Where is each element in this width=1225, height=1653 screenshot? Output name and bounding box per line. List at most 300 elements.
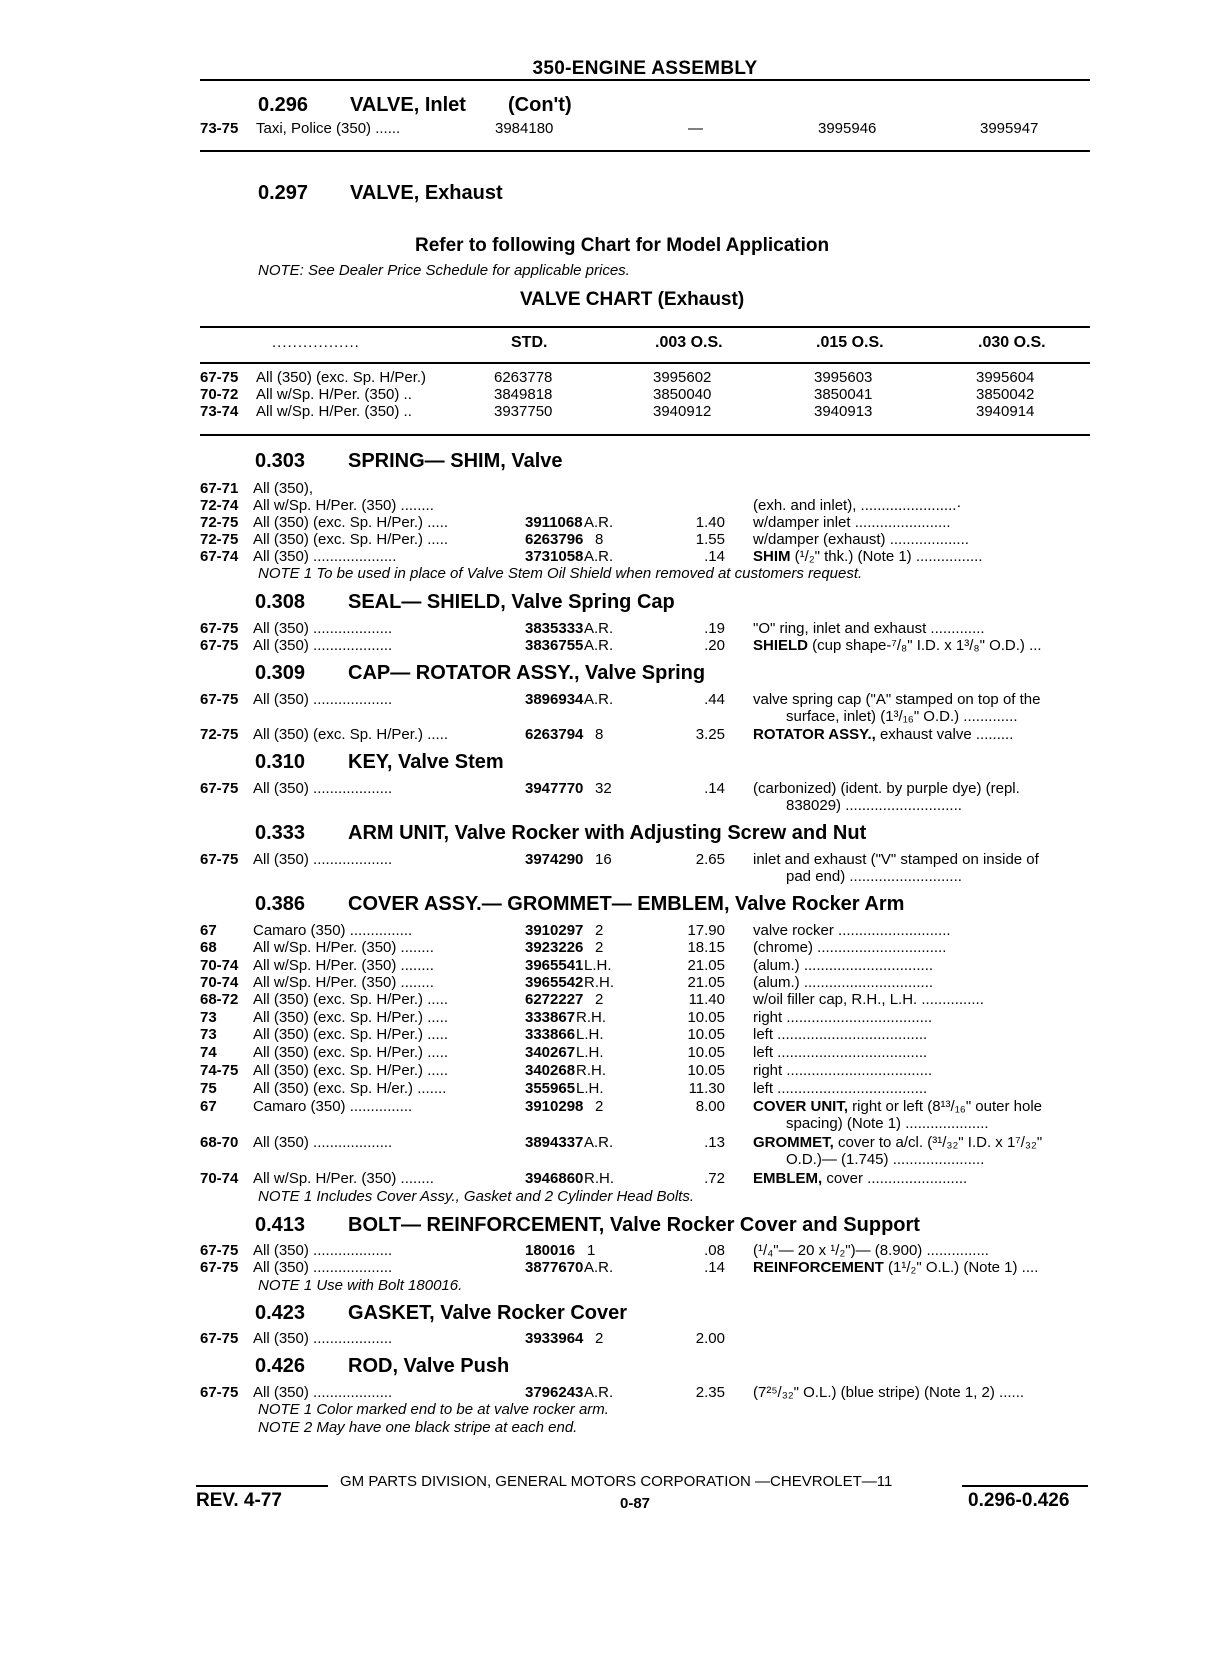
part-number: 3910297 <box>525 922 584 939</box>
page-number: 0-87 <box>620 1495 651 1512</box>
table-row <box>200 1062 1155 1080</box>
year-range: 67-75 <box>200 1384 239 1401</box>
note-text: cover ........................ <box>822 1170 968 1187</box>
table-row <box>200 780 1155 814</box>
std-part-number: 3849818 <box>494 386 553 403</box>
section-rule <box>200 150 1090 152</box>
note-text: w/damper inlet ....................... <box>753 514 951 531</box>
os030-part-number: 3850042 <box>976 386 1035 403</box>
part-number: 3731058 <box>525 548 584 565</box>
price: 10.05 <box>687 1062 725 1079</box>
year-range: 72-75 <box>200 726 239 743</box>
part-note <box>753 939 946 957</box>
header-rule <box>200 79 1090 81</box>
price: .14 <box>704 548 725 565</box>
footnote: NOTE 1 Color marked end to be at valve rocker arm. <box>258 1401 609 1418</box>
quantity: 2 <box>595 1330 604 1347</box>
quantity: R.H. <box>576 1009 606 1026</box>
part-note <box>753 974 933 992</box>
quantity: A.R. <box>584 637 614 654</box>
part-note <box>753 991 984 1009</box>
model-desc: Camaro (350) ............... <box>253 922 413 939</box>
part-note-continued: O.D.)— (1.745) ...................... <box>786 1151 985 1168</box>
price: 11.30 <box>688 1080 725 1097</box>
note-text: cover to a/cl. (³¹/₃₂" I.D. x 1⁷/₃₂" <box>833 1134 1043 1151</box>
table-row <box>200 1098 1155 1132</box>
part-number: 3933964 <box>525 1330 584 1347</box>
note-text: (alum.) ............................... <box>753 974 934 991</box>
part-number: 3894337 <box>525 1134 584 1151</box>
section-title-297: VALVE, Exhaust <box>350 182 503 204</box>
footnote: NOTE 1 Includes Cover Assy., Gasket and 2 Cylinder Head Bolts. <box>258 1188 695 1205</box>
os030-part-number: 3995604 <box>976 369 1035 386</box>
year-range: 74 <box>200 1044 217 1061</box>
section-number-296: 0.296 <box>258 94 309 116</box>
footer-rule-right <box>962 1485 1088 1487</box>
quantity: 8 <box>595 726 604 743</box>
year-range: 67-74 <box>200 548 239 565</box>
price: 21.05 <box>687 974 725 991</box>
quantity: A.R. <box>584 620 614 637</box>
year-range: 67-71 <box>200 480 239 497</box>
model-desc: All (350) ................... <box>253 1259 393 1276</box>
year-range: 67-75 <box>200 1330 239 1347</box>
part-number: 180016 <box>525 1242 576 1259</box>
note-text: w/damper (exhaust) ................... <box>753 531 969 548</box>
note-text: valve spring cap ("A" stamped on top of the <box>753 691 1041 708</box>
part-note <box>753 497 961 515</box>
part-number: 3995946 <box>818 120 877 137</box>
table-row <box>200 1009 1155 1027</box>
revision: REV. 4-77 <box>196 1490 282 1511</box>
note-text: (carbonized) (ident. by purple dye) (repl. <box>753 780 1020 797</box>
price: .72 <box>704 1170 725 1187</box>
table-row <box>200 1026 1155 1044</box>
section-title: ARM UNIT, Valve Rocker with Adjusting Screw and Nut <box>348 822 867 844</box>
year-range: 67-75 <box>200 1259 239 1276</box>
os003-part-number: 3850040 <box>653 386 712 403</box>
model-desc: All w/Sp. H/Per. (350) ........ <box>253 1170 434 1187</box>
chart-header-rule <box>200 362 1090 364</box>
price-note: NOTE: See Dealer Price Schedule for applicable prices. <box>258 262 630 279</box>
table-row <box>200 851 1155 885</box>
part-number: 3965542 <box>525 974 584 991</box>
section-number: 0.303 <box>255 450 306 472</box>
chart-title: VALVE CHART (Exhaust) <box>520 289 745 310</box>
section-number: 0.333 <box>255 822 306 844</box>
std-part-number: 3937750 <box>494 403 553 420</box>
footer-corporation: GM PARTS DIVISION, GENERAL MOTORS CORPORATION —CHEVROLET—11 <box>340 1473 893 1490</box>
year-range: 68-70 <box>200 1134 239 1151</box>
part-number: 6263794 <box>525 726 584 743</box>
model-desc: All (350) .................... <box>253 548 397 565</box>
col-header-std: STD. <box>511 334 548 351</box>
price: 18.15 <box>687 939 725 956</box>
quantity: 16 <box>595 851 612 868</box>
table-row <box>200 939 1155 957</box>
price: .14 <box>704 1259 725 1276</box>
section-number: 0.426 <box>255 1355 306 1377</box>
note-text: w/oil filler cap, R.H., L.H. ............... <box>753 991 984 1008</box>
model-desc: All (350) ................... <box>253 1384 393 1401</box>
model-desc: All w/Sp. H/Per. (350) ........ <box>253 957 434 974</box>
model-desc: All (350) ................... <box>253 1242 393 1259</box>
section-number: 0.309 <box>255 662 306 684</box>
part-note <box>753 1134 1042 1152</box>
quantity: R.H. <box>584 974 614 991</box>
part-note <box>753 637 1042 655</box>
model-desc: All (350) (exc. Sp. H/er.) ....... <box>253 1080 447 1097</box>
section-title: KEY, Valve Stem <box>348 751 504 773</box>
table-row <box>200 691 1155 725</box>
year-range: 70-74 <box>200 1170 239 1187</box>
os030-part-number: 3940914 <box>976 403 1035 420</box>
part-number: 355965 <box>525 1080 576 1097</box>
price: .14 <box>704 780 725 797</box>
quantity: 32 <box>595 780 612 797</box>
footnote: NOTE 2 May have one black stripe at each end. <box>258 1419 578 1436</box>
quantity: L.H. <box>576 1044 604 1061</box>
year-range: 67-75 <box>200 1242 239 1259</box>
chart-refer-heading: Refer to following Chart for Model Application <box>415 235 830 256</box>
year-range: 68 <box>200 939 217 956</box>
os015-part-number: 3940913 <box>814 403 873 420</box>
chart-row <box>200 403 1155 420</box>
year-range: 73-75 <box>200 120 239 137</box>
price: 11.40 <box>688 991 725 1008</box>
table-row <box>200 531 1155 549</box>
price: 2.00 <box>695 1330 725 1347</box>
model-desc: All (350) (exc. Sp. H/Per.) ..... <box>253 991 449 1008</box>
part-number: 3923226 <box>525 939 584 956</box>
table-row <box>200 957 1155 975</box>
os015-part-number: 3995603 <box>814 369 873 386</box>
note-text: (exh. and inlet), .......................· <box>753 497 962 514</box>
section-title: BOLT— REINFORCEMENT, Valve Rocker Cover and Support <box>348 1214 920 1236</box>
note-keyword: SHIELD <box>753 637 809 654</box>
part-note <box>753 1384 1024 1402</box>
note-text: (cup shape-⁷/₈" I.D. x 1³/₈" O.D.) ... <box>808 637 1042 654</box>
year-range: 70-72 <box>200 386 239 403</box>
section-title: ROD, Valve Push <box>348 1355 510 1377</box>
chart-row <box>200 386 1155 403</box>
price: 2.65 <box>695 851 725 868</box>
quantity: A.R. <box>584 514 614 531</box>
quantity: 1 <box>587 1242 596 1259</box>
chart-top-rule <box>200 326 1090 328</box>
year-range: 67-75 <box>200 620 239 637</box>
price: 2.35 <box>695 1384 725 1401</box>
part-number: 3910298 <box>525 1098 584 1115</box>
part-note-continued: 838029) ............................ <box>786 797 962 814</box>
quantity: 2 <box>595 991 604 1008</box>
os015-part-number: 3850041 <box>814 386 873 403</box>
year-range: 72-75 <box>200 514 239 531</box>
part-number: 3995947 <box>980 120 1039 137</box>
table-row <box>200 1134 1155 1168</box>
page-title: 350-ENGINE ASSEMBLY <box>532 58 758 79</box>
model-desc: All (350) (exc. Sp. H/Per.) ..... <box>253 726 449 743</box>
note-text: (¹/₄"— 20 x ¹/₂")— (8.900) ............... <box>753 1242 989 1259</box>
quantity: L.H. <box>576 1080 604 1097</box>
model-desc: All w/Sp. H/Per. (350) .. <box>256 403 412 420</box>
year-range: 67-75 <box>200 369 239 386</box>
part-note <box>753 780 1020 798</box>
model-desc: Taxi, Police (350) ...... <box>256 120 401 137</box>
part-number: 3911068 <box>525 514 583 531</box>
std-part-number: 6263778 <box>494 369 553 386</box>
year-range: 70-74 <box>200 974 239 991</box>
note-text: "O" ring, inlet and exhaust ............. <box>753 620 985 637</box>
year-range: 67 <box>200 922 217 939</box>
year-range: 67 <box>200 1098 217 1115</box>
quantity: R.H. <box>576 1062 606 1079</box>
part-note-continued: surface, inlet) (1³/₁₆" O.D.) ............. <box>786 708 1018 725</box>
table-row <box>200 974 1155 992</box>
year-range: 72-74 <box>200 497 239 514</box>
part-note <box>753 1044 927 1062</box>
quantity: A.R. <box>584 1384 614 1401</box>
note-text: left .................................... <box>753 1044 928 1061</box>
section-title: SPRING— SHIM, Valve <box>348 450 563 472</box>
os003-part-number: 3995602 <box>653 369 712 386</box>
year-range: 70-74 <box>200 957 239 974</box>
model-desc: All (350) (exc. Sp. H/Per.) <box>256 369 427 386</box>
part-note-continued: spacing) (Note 1) .................... <box>786 1115 989 1132</box>
note-text: (1¹/₂" O.L.) (Note 1) .... <box>883 1259 1039 1276</box>
table-row <box>200 120 1155 138</box>
section-number-297: 0.297 <box>258 182 309 204</box>
note-text: (chrome) ............................... <box>753 939 947 956</box>
part-note <box>753 1026 927 1044</box>
part-number: 3974290 <box>525 851 584 868</box>
col-header-015: .015 O.S. <box>816 334 884 351</box>
part-note <box>753 514 951 532</box>
part-number: — <box>688 120 703 137</box>
note-text: (¹/₂" thk.) (Note 1) ................ <box>790 548 983 565</box>
part-note <box>753 922 951 940</box>
part-note <box>753 851 1039 869</box>
part-note <box>753 1170 967 1188</box>
col-header-003: .003 O.S. <box>655 334 723 351</box>
table-row <box>200 922 1155 940</box>
table-row <box>200 1259 1155 1277</box>
price: 3.25 <box>695 726 725 743</box>
quantity: R.H. <box>584 1170 614 1187</box>
year-range: 67-75 <box>200 851 239 868</box>
part-note <box>753 691 1040 709</box>
footnote: NOTE 1 To be used in place of Valve Stem Oil Shield when removed at customers request. <box>258 565 863 582</box>
table-row <box>200 1384 1155 1402</box>
table-row <box>200 1242 1155 1260</box>
year-range: 67-75 <box>200 637 239 654</box>
quantity: 2 <box>595 939 604 956</box>
table-row <box>200 620 1155 638</box>
note-keyword: REINFORCEMENT <box>753 1259 884 1276</box>
section-title: CAP— ROTATOR ASSY., Valve Spring <box>348 662 706 684</box>
price: 1.40 <box>695 514 725 531</box>
part-number: 6272227 <box>525 991 584 1008</box>
model-desc: All (350) ................... <box>253 780 393 797</box>
price: .20 <box>704 637 725 654</box>
quantity: L.H. <box>576 1026 604 1043</box>
price: 17.90 <box>687 922 725 939</box>
table-row <box>200 480 1155 498</box>
note-text: left .................................... <box>753 1026 928 1043</box>
table-row <box>200 514 1155 532</box>
part-number: 3965541 <box>525 957 584 974</box>
part-note <box>753 548 983 566</box>
model-desc: All (350) (exc. Sp. H/Per.) ..... <box>253 531 449 548</box>
section-title: COVER ASSY.— GROMMET— EMBLEM, Valve Rocker Arm <box>348 893 905 915</box>
quantity: 2 <box>595 922 604 939</box>
quantity: A.R. <box>584 691 614 708</box>
os003-part-number: 3940912 <box>653 403 712 420</box>
part-number: 3877670 <box>525 1259 584 1276</box>
chart-bottom-rule <box>200 434 1090 436</box>
table-row <box>200 497 1155 515</box>
part-number: 3835333 <box>525 620 584 637</box>
part-note-continued: pad end) ........................... <box>786 868 962 885</box>
note-text: inlet and exhaust ("V" stamped on inside of <box>753 851 1039 868</box>
part-number: 333866 <box>525 1026 576 1043</box>
price: 21.05 <box>687 957 725 974</box>
part-number: 340267 <box>525 1044 576 1061</box>
model-desc: All w/Sp. H/Per. (350) ........ <box>253 974 434 991</box>
section-number: 0.413 <box>255 1214 306 1236</box>
note-keyword: ROTATOR ASSY., <box>753 726 876 743</box>
model-desc: All (350) (exc. Sp. H/Per.) ..... <box>253 1062 449 1079</box>
part-number: 3796243 <box>525 1384 584 1401</box>
table-row <box>200 1170 1155 1188</box>
chart-row <box>200 369 1155 386</box>
price: 10.05 <box>687 1009 725 1026</box>
price: 8.00 <box>695 1098 725 1115</box>
part-number: 3984180 <box>495 120 554 137</box>
year-range: 75 <box>200 1080 217 1097</box>
part-note <box>753 1009 932 1027</box>
price: .44 <box>704 691 725 708</box>
part-note <box>753 1080 927 1098</box>
model-desc: All (350), <box>253 480 314 497</box>
part-number: 3946860 <box>525 1170 584 1187</box>
part-number: 6263796 <box>525 531 584 548</box>
note-text: (7²⁵/₃₂" O.L.) (blue stripe) (Note 1, 2) ...... <box>753 1384 1025 1401</box>
year-range: 67-75 <box>200 691 239 708</box>
table-row <box>200 1330 1155 1348</box>
note-keyword: GROMMET, <box>753 1134 834 1151</box>
model-desc: Camaro (350) ............... <box>253 1098 413 1115</box>
year-range: 72-75 <box>200 531 239 548</box>
year-range: 67-75 <box>200 780 239 797</box>
quantity: 2 <box>595 1098 604 1115</box>
part-number: 340268 <box>525 1062 576 1079</box>
model-desc: All w/Sp. H/Per. (350) .. <box>256 386 412 403</box>
year-range: 74-75 <box>200 1062 239 1079</box>
chart-lead-dots: ................. <box>272 334 360 351</box>
model-desc: All w/Sp. H/Per. (350) ........ <box>253 497 434 514</box>
table-row <box>200 548 1155 566</box>
part-number: 333867 <box>525 1009 576 1026</box>
group-range: 0.296-0.426 <box>968 1490 1070 1511</box>
section-number: 0.310 <box>255 751 306 773</box>
model-desc: All (350) (exc. Sp. H/Per.) ..... <box>253 1009 449 1026</box>
model-desc: All (350) ................... <box>253 851 393 868</box>
note-text: left .................................... <box>753 1080 928 1097</box>
model-desc: All (350) ................... <box>253 620 393 637</box>
footer-rule-left <box>196 1485 328 1487</box>
quantity: L.H. <box>584 957 612 974</box>
quantity: A.R. <box>584 1134 614 1151</box>
part-note <box>753 1098 1042 1116</box>
part-note <box>753 1242 989 1260</box>
model-desc: All (350) (exc. Sp. H/Per.) ..... <box>253 514 449 531</box>
year-range: 73 <box>200 1026 217 1043</box>
model-desc: All (350) ................... <box>253 1134 393 1151</box>
footnote: NOTE 1 Use with Bolt 180016. <box>258 1277 463 1294</box>
part-note <box>753 726 1013 744</box>
model-desc: All (350) (exc. Sp. H/Per.) ..... <box>253 1044 449 1061</box>
part-note <box>753 1062 932 1080</box>
model-desc: All (350) (exc. Sp. H/Per.) ..... <box>253 1026 449 1043</box>
section-number: 0.308 <box>255 591 306 613</box>
col-header-030: .030 O.S. <box>978 334 1046 351</box>
part-note <box>753 531 969 549</box>
part-number: 3896934 <box>525 691 584 708</box>
table-row <box>200 726 1155 744</box>
table-row <box>200 1044 1155 1062</box>
price: .08 <box>704 1242 725 1259</box>
note-text: (alum.) ............................... <box>753 957 934 974</box>
year-range: 68-72 <box>200 991 239 1008</box>
note-keyword: EMBLEM, <box>753 1170 823 1187</box>
section-number: 0.423 <box>255 1302 306 1324</box>
year-range: 73 <box>200 1009 217 1026</box>
price: 1.55 <box>695 531 725 548</box>
price: 10.05 <box>687 1026 725 1043</box>
model-desc: All (350) ................... <box>253 691 393 708</box>
part-note <box>753 957 933 975</box>
section-title: GASKET, Valve Rocker Cover <box>348 1302 628 1324</box>
part-note <box>753 1259 1038 1277</box>
part-note <box>753 620 985 638</box>
note-text: right ................................... <box>753 1062 933 1079</box>
quantity: A.R. <box>584 1259 614 1276</box>
section-cont-296: (Con't) <box>508 94 572 116</box>
note-text: right or left (8¹³/₁₆" outer hole <box>848 1098 1043 1115</box>
part-number: 3947770 <box>525 780 584 797</box>
note-keyword: SHIM <box>753 548 791 565</box>
model-desc: All (350) ................... <box>253 1330 393 1347</box>
note-text: right ................................... <box>753 1009 933 1026</box>
year-range: 73-74 <box>200 403 239 420</box>
section-number: 0.386 <box>255 893 306 915</box>
price: .19 <box>704 620 725 637</box>
table-row <box>200 637 1155 655</box>
section-title: SEAL— SHIELD, Valve Spring Cap <box>348 591 675 613</box>
model-desc: All w/Sp. H/Per. (350) ........ <box>253 939 434 956</box>
note-text: exhaust valve ......... <box>875 726 1014 743</box>
note-text: valve rocker ........................... <box>753 922 951 939</box>
note-keyword: COVER UNIT, <box>753 1098 849 1115</box>
table-row <box>200 1080 1155 1098</box>
quantity: 8 <box>595 531 604 548</box>
section-title-296: VALVE, Inlet <box>350 94 466 116</box>
price: .13 <box>704 1134 725 1151</box>
part-number: 3836755 <box>525 637 584 654</box>
quantity: A.R. <box>584 548 614 565</box>
price: 10.05 <box>687 1044 725 1061</box>
